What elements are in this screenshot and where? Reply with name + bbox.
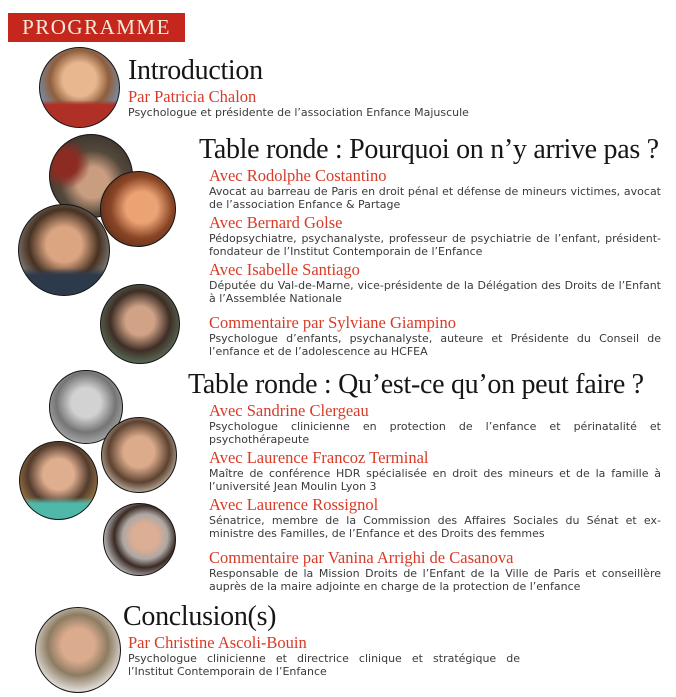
speaker-name: Commentaire par Vanina Arrighi de Casanova [209, 548, 514, 567]
speaker-description: Maître de conférence HDR spécialisée en droit des mineurs et de la famille à l’université Jean Moulin Lyon 3 [209, 467, 661, 493]
section-title: Table ronde : Pourquoi on n’y arrive pas ? [199, 134, 659, 165]
speaker-description: Responsable de la Mission Droits de l’Enfant de la Ville de Paris et conseillère auprès de la maire adjointe en charge de la protection de l’enfance [209, 567, 661, 593]
speaker-entry [209, 402, 661, 446]
photo-laurence-francoz-terminal [101, 417, 177, 493]
photo-christine-ascoli-bouin [35, 607, 121, 693]
section-table-ronde-1 [199, 136, 661, 361]
commentaire-entry [209, 549, 661, 593]
speaker-entry [209, 214, 661, 258]
speaker-entry [209, 496, 661, 540]
photo-sylviane-giampino [100, 284, 180, 364]
section-title: Conclusion(s) [123, 601, 277, 632]
photo-bernard-golse [100, 171, 176, 247]
banner-label: PROGRAMME [22, 15, 171, 39]
speaker-entry [209, 167, 661, 211]
speaker-name: Par Patricia Chalon [128, 87, 257, 106]
speaker-description: Psychologue clinicienne et directrice clinique et stratégique de l’Institut Contemporain de l’Enfance [128, 652, 520, 678]
photo-laurence-rossignol [19, 441, 98, 520]
programme-banner [8, 13, 185, 42]
speaker-description: Sénatrice, membre de la Commission des Affaires Sociales du Sénat et ex-ministre des Familles, de l’Enfance et des Droits des femmes [209, 514, 661, 540]
section-title: Table ronde : Qu’est-ce qu’on peut faire ? [188, 369, 644, 400]
speaker-description: Pédopsychiatre, psychanalyste, professeur de psychiatrie de l’enfant, président-fondateur de l’Institut Contemporain de l’Enfance [209, 232, 661, 258]
speaker-description: Psychologue et présidente de l’association Enfance Majuscule [128, 106, 469, 119]
speaker-name: Avec Isabelle Santiago [209, 260, 360, 279]
speaker-name: Par Christine Ascoli-Bouin [128, 633, 307, 652]
section-conclusion [123, 601, 520, 681]
photo-isabelle-santiago [18, 204, 110, 296]
commentaire-entry [209, 314, 661, 358]
speaker-name: Avec Laurence Francoz Terminal [209, 448, 429, 467]
section-title: Introduction [128, 55, 263, 86]
speaker-name: Avec Laurence Rossignol [209, 495, 379, 514]
speaker-name: Avec Sandrine Clergeau [209, 401, 369, 420]
speaker-description: Psychologue d’enfants, psychanalyste, auteure et Présidente du Conseil de l’enfance et de l’adolescence au HCFEA [209, 332, 661, 358]
speaker-description: Psychologue clinicienne en protection de l’enfance et périnatalité et psychothérapeute [209, 420, 661, 446]
section-introduction [128, 57, 660, 123]
section-table-ronde-2 [188, 369, 661, 596]
speaker-name: Commentaire par Sylviane Giampino [209, 313, 456, 332]
speaker-description: Députée du Val-de-Marne, vice-présidente de la Délégation des Droits de l’Enfant à l’Assemblée Nationale [209, 279, 661, 305]
speaker-name: Avec Rodolphe Costantino [209, 166, 387, 185]
speaker-entry [209, 449, 661, 493]
speaker-entry [128, 634, 520, 678]
speaker-entry [209, 261, 661, 305]
photo-vanina-arrighi-de-casanova [103, 503, 176, 576]
speaker-description: Avocat au barreau de Paris en droit pénal et défense de mineurs victimes, avocat de l’association Enfance & Partage [209, 185, 661, 211]
speaker-entry [128, 88, 660, 120]
speaker-name: Avec Bernard Golse [209, 213, 343, 232]
photo-patricia-chalon [39, 47, 120, 128]
